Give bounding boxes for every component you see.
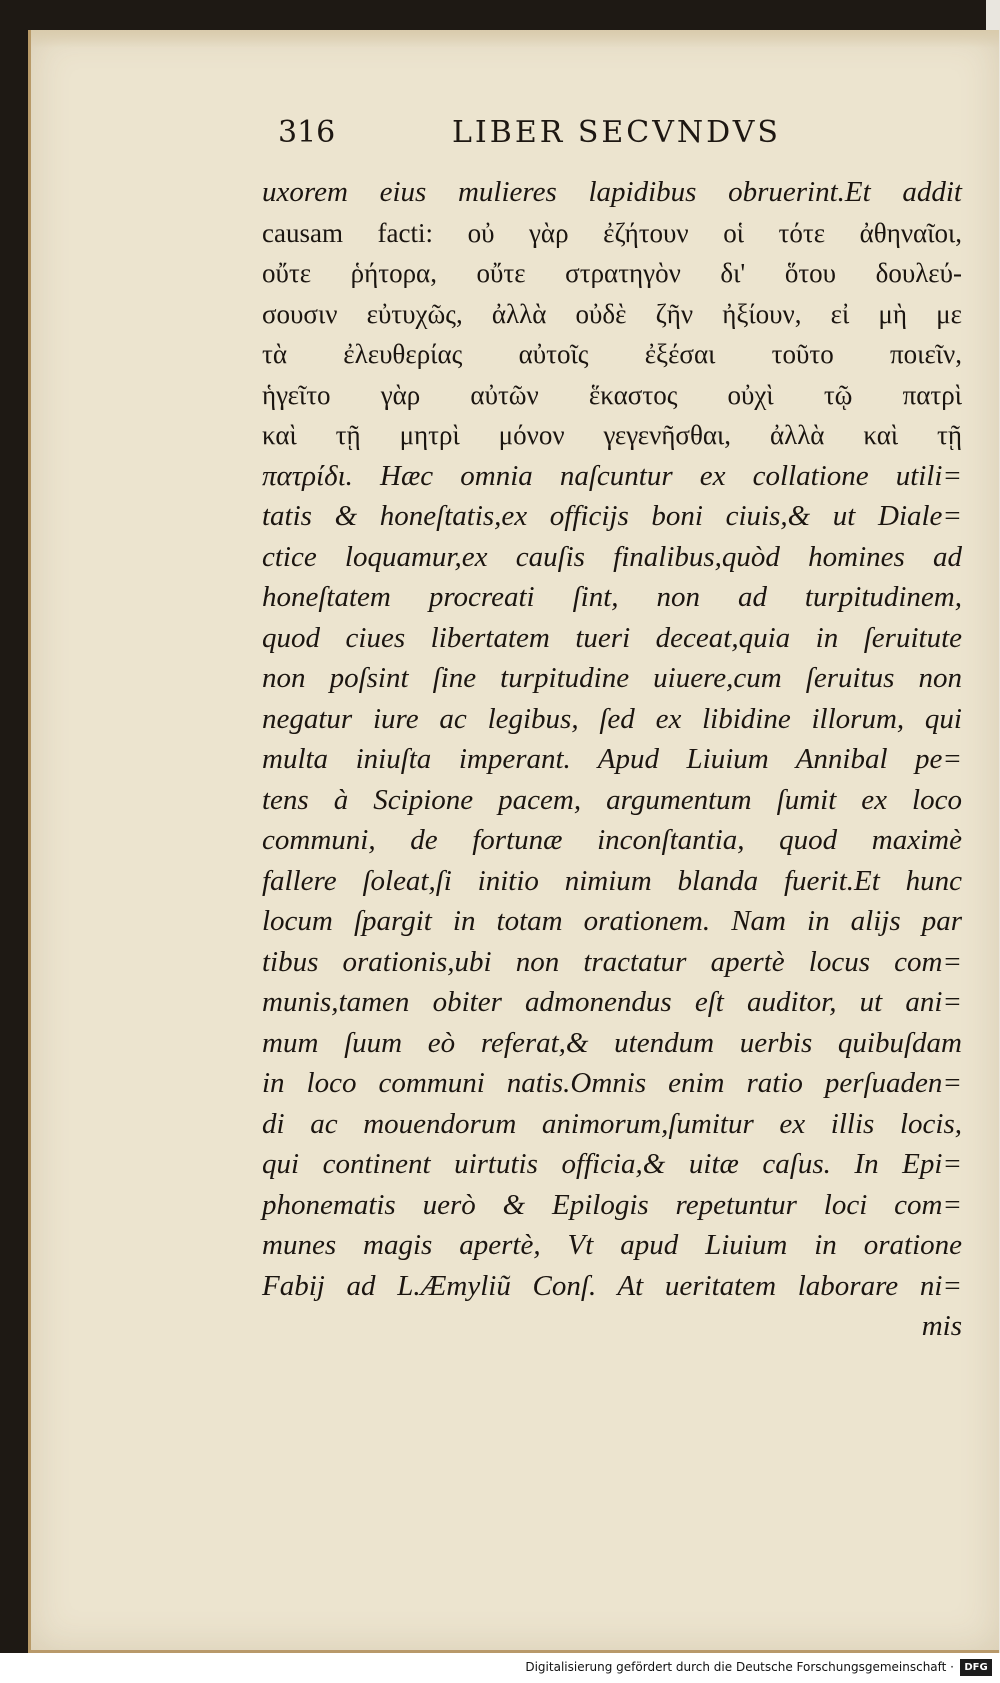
text-line: negatur iure ac legibus, ſed ex libidine illorum, qui [262, 702, 962, 735]
text-line: honeſtatem procreati ſint, non ad turpitudinem, [262, 581, 962, 613]
text-line: munes magis apertè, Vt apud Liuium in oratione [262, 1229, 962, 1261]
text-line: tens à Scipione pacem, argumentum ſumit ex loco [262, 783, 962, 816]
text-line: fallere ſoleat,ſi initio nimium blanda fuerit.Et hunc [262, 864, 962, 897]
body-text [262, 172, 962, 1347]
text-line: σουσιν εὐτυχῶς, ἀλλὰ οὐδὲ ζῆν ἠξίουν, εἰ μὴ με [262, 298, 962, 329]
text-line: οὔτε ῥήτορα, οὔτε στρατηγὸν δι' ὅτου δουλεύ- [262, 258, 962, 288]
text-line: πατρίδι. Hæc omnia naſcuntur ex collatione utili= [262, 459, 962, 492]
footer-credit: Digitalisierung gefördert durch die Deutsche Forschungsgemeinschaft · [525, 1660, 954, 1674]
text-line: καὶ τῇ μητρὶ μόνον γεγενῆσθαι, ἀλλὰ καὶ τῇ [262, 420, 962, 450]
text-line: tatis & honeſtatis,ex officijs boni ciuis,& ut Diale= [262, 500, 962, 532]
text-line: di ac mouendorum animorum,ſumitur ex illis locis, [262, 1107, 962, 1140]
text-line: quod ciues libertatem tueri deceat,quia in ſeruitute [262, 621, 962, 654]
page-number: 316 [278, 115, 336, 150]
text-line: τὰ ἐλευθερίας αὐτοῖς ἐξέσαι τοῦτο ποιεῖν, [262, 339, 962, 369]
text-line: causam facti: οὐ γὰρ ἐζήτουν οἱ τότε ἀθηναῖοι, [262, 217, 962, 248]
text-line: phonematis uerò & Epilogis repetuntur loci com= [262, 1188, 962, 1221]
text-line: mum ſuum eò referat,& utendum uerbis quibuſdam [262, 1026, 962, 1059]
text-line: multa iniuſta imperant. Apud Liuium Annibal pe= [262, 743, 962, 775]
page-header [278, 115, 838, 159]
text-line: in loco communi natis.Omnis enim ratio perſuaden= [262, 1067, 962, 1099]
text-line: non poſsint ſine turpitudine uiuere,cum ſeruitus non [262, 662, 962, 694]
dfg-logo: DFG [960, 1659, 992, 1676]
text-line: locum ſpargit in totam orationem. Nam in alijs par [262, 905, 962, 937]
footer-bar [0, 1653, 1000, 1683]
text-line: communi, de fortunæ inconſtantia, quod maximè [262, 824, 962, 856]
text-line: Fabij ad L.Æmyliũ Conſ. At ueritatem laborare ni= [262, 1269, 962, 1302]
text-line: ἡγεῖτο γὰρ αὐτῶν ἕκαστος οὐχὶ τῷ πατρὶ [262, 379, 962, 410]
text-line: munis,tamen obiter admonendus eſt auditor, ut ani= [262, 986, 962, 1018]
text-line: ctice loquamur,ex cauſis finalibus,quòd homines ad [262, 540, 962, 573]
text-line: tibus orationis,ubi non tractatur apertè locus com= [262, 945, 962, 978]
catchword: mis [921, 1310, 962, 1342]
text-line: uxorem eius mulieres lapidibus obruerint.Et addit [262, 176, 962, 208]
running-head: LIBER SECVNDVS [452, 115, 781, 150]
text-line: qui continent uirtutis officia,& uitæ caſus. In Epi= [262, 1148, 962, 1180]
